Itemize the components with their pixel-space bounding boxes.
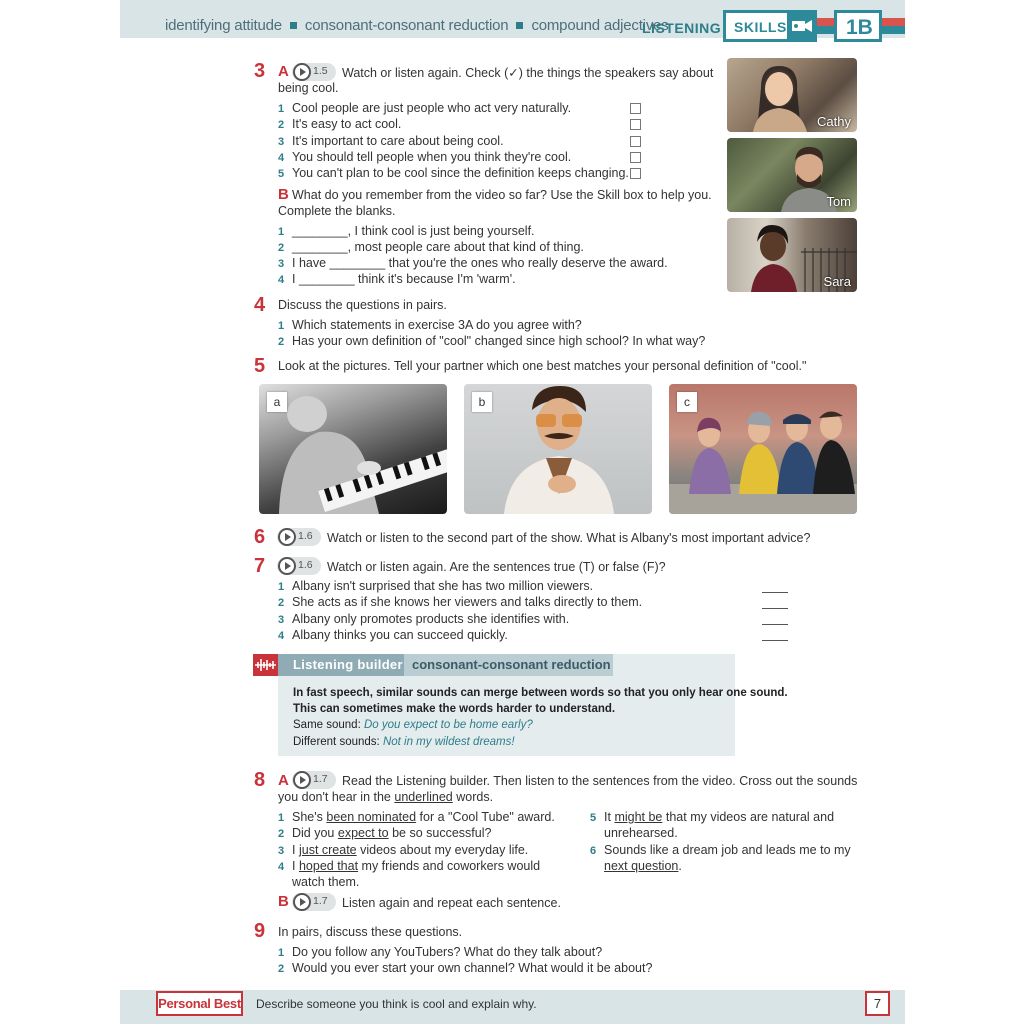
piano-illustration [259, 384, 447, 514]
part-letter: B [278, 186, 289, 203]
unit-badge: 1B [834, 10, 882, 42]
gap-sentence[interactable]: ________, I think cool is just being yourself. [292, 224, 535, 238]
skills-badge: SKILLS [723, 10, 817, 42]
answer-line[interactable] [762, 624, 788, 625]
statement: It's easy to act cool. [292, 117, 402, 131]
audio-button[interactable]: 1.7 [292, 893, 336, 911]
speaker-name: Cathy [817, 114, 851, 129]
gap-sentence[interactable]: ________, most people care about that kind of thing. [292, 240, 584, 254]
audio-button[interactable]: 1.7 [292, 771, 336, 789]
exercise-number: 8 [254, 769, 266, 791]
item-number: 4 [278, 152, 285, 164]
exercise-number: 6 [254, 526, 266, 548]
header-topics [165, 17, 669, 34]
sentence[interactable]: She's been nominated for a "Cool Tube" award. [292, 810, 555, 824]
sentence[interactable]: Did you expect to be so successful? [292, 826, 492, 840]
exercise-number: 9 [254, 920, 266, 942]
part-letter: A [278, 63, 289, 80]
audio-button[interactable]: 1.5 [292, 63, 336, 81]
sentence[interactable]: I just create videos about my everyday life. [292, 843, 529, 857]
audio-button[interactable]: 1.6 [277, 528, 321, 546]
item-number: 2 [278, 242, 285, 254]
square-bullet-icon [516, 22, 523, 29]
play-icon [293, 771, 311, 789]
item-number: 2 [278, 597, 285, 609]
soundwave-icon [253, 654, 278, 676]
picture-b [464, 384, 652, 514]
instruction: being cool. [278, 81, 339, 95]
section-label: LISTENING [642, 20, 722, 36]
exercise-number: 7 [254, 555, 266, 577]
statement: Cool people are just people who act very naturally. [292, 101, 572, 115]
personal-best-badge: Personal Best [156, 991, 243, 1016]
play-icon [293, 63, 311, 81]
item-number: 5 [590, 812, 597, 824]
item-number: 6 [590, 845, 597, 857]
instruction: Watch or listen to the second part of the show. What is Albany's most important advice? [327, 531, 811, 545]
item-number: 1 [278, 226, 285, 238]
exercise-number: 3 [254, 60, 266, 82]
builder-text: This can sometimes make the words harder to understand. [293, 703, 616, 715]
listening-builder-title: Listening builder [278, 654, 404, 676]
builder-text: In fast speech, similar sounds can merge between words so that you only hear one sound. [293, 687, 788, 699]
checkbox[interactable] [630, 152, 641, 163]
instruction: Discuss the questions in pairs. [278, 298, 447, 312]
item-number: 1 [278, 812, 285, 824]
listening-builder-subtitle: consonant-consonant reduction [412, 657, 611, 672]
part-letter: A [278, 772, 289, 789]
builder-example: Different sounds: Not in my wildest dreams! [293, 736, 515, 748]
speaker-photo-sara [727, 218, 857, 292]
item-number: 2 [278, 119, 285, 131]
sentence-continuation: watch them. [292, 875, 360, 889]
builder-example: Same sound: Do you expect to be home early? [293, 719, 533, 731]
speaker-photo-tom [727, 138, 857, 212]
question: Do you follow any YouTubers? What do they talk about? [292, 945, 603, 959]
sentence-continuation: unrehearsed. [604, 826, 678, 840]
item-number: 2 [278, 963, 285, 975]
answer-line[interactable] [762, 640, 788, 641]
speaker-name: Tom [826, 194, 851, 209]
square-bullet-icon [290, 22, 297, 29]
item-number: 3 [278, 136, 285, 148]
play-icon [278, 557, 296, 575]
instruction: Watch or listen again. Are the sentences true (T) or false (F)? [327, 560, 666, 574]
instruction: What do you remember from the video so far? Use the Skill box to help you. [292, 188, 712, 202]
item-number: 3 [278, 258, 285, 270]
checkbox[interactable] [630, 103, 641, 114]
statement: Albany thinks you can succeed quickly. [292, 628, 508, 642]
page-number: 7 [865, 991, 890, 1016]
picture-label: c [677, 392, 697, 412]
topic-3: compound adjectives [531, 17, 669, 34]
exercise-number: 4 [254, 294, 266, 316]
instruction: Read the Listening builder. Then listen to the sentences from the video. Cross out the sounds [342, 774, 858, 788]
item-number: 4 [278, 274, 285, 286]
topic-1: identifying attitude [165, 17, 282, 34]
statement: She acts as if she knows her viewers and talks directly to them. [292, 595, 643, 609]
question: Would you ever start your own channel? What would it be about? [292, 961, 653, 975]
part-letter: B [278, 893, 289, 910]
picture-label: b [472, 392, 492, 412]
item-number: 5 [278, 168, 285, 180]
item-number: 3 [278, 845, 285, 857]
answer-line[interactable] [762, 608, 788, 609]
gap-sentence[interactable]: I ________ think it's because I'm 'warm'. [292, 272, 516, 286]
question: Which statements in exercise 3A do you agree with? [292, 318, 582, 332]
item-number: 1 [278, 320, 285, 332]
checkbox[interactable] [630, 119, 641, 130]
audio-button[interactable]: 1.6 [277, 557, 321, 575]
item-number: 4 [278, 630, 285, 642]
instruction: In pairs, discuss these questions. [278, 925, 463, 939]
item-number: 2 [278, 336, 285, 348]
instruction: Listen again and repeat each sentence. [342, 896, 561, 910]
instruction: Watch or listen again. Check (✓) the things the speakers say about [342, 66, 714, 80]
play-icon [293, 893, 311, 911]
instruction: you don't hear in the underlined words. [278, 790, 494, 804]
stripe-decoration [882, 18, 905, 34]
sentence-continuation[interactable]: next question. [604, 859, 682, 873]
speaker-photo-cathy [727, 58, 857, 132]
topic-2: consonant-consonant reduction [304, 17, 509, 34]
video-camera-icon [787, 12, 817, 40]
sentence[interactable]: Sounds like a dream job and leads me to my [604, 843, 851, 857]
instruction: Look at the pictures. Tell your partner which one best matches your personal definition of "cool." [278, 359, 807, 373]
statement: It's important to care about being cool. [292, 134, 504, 148]
exercise-number: 5 [254, 355, 266, 377]
person-illustration [464, 384, 652, 514]
gap-sentence[interactable]: I have ________ that you're the ones who really deserve the award. [292, 256, 668, 270]
item-number: 2 [278, 828, 285, 840]
picture-a [259, 384, 447, 514]
sentence[interactable]: I hoped that my friends and coworkers would [292, 859, 541, 873]
statement: You should tell people when you think they're cool. [292, 150, 572, 164]
speaker-name: Sara [823, 274, 851, 289]
item-number: 1 [278, 581, 285, 593]
item-number: 1 [278, 947, 285, 959]
item-number: 1 [278, 103, 285, 115]
play-icon [278, 528, 296, 546]
instruction: Complete the blanks. [278, 204, 396, 218]
statement: Albany only promotes products she identifies with. [292, 612, 570, 626]
question: Has your own definition of "cool" changed since high school? In what way? [292, 334, 706, 348]
picture-c [669, 384, 857, 514]
answer-line[interactable] [762, 592, 788, 593]
picture-label: a [267, 392, 287, 412]
checkbox[interactable] [630, 168, 641, 179]
item-number: 3 [278, 614, 285, 626]
stripe-decoration [817, 18, 835, 34]
item-number: 4 [278, 861, 285, 873]
group-illustration [669, 384, 857, 514]
footer-task: Describe someone you think is cool and explain why. [256, 997, 537, 1011]
sentence[interactable]: It might be that my videos are natural and [604, 810, 835, 824]
checkbox[interactable] [630, 136, 641, 147]
statement: Albany isn't surprised that she has two million viewers. [292, 579, 594, 593]
statement: You can't plan to be cool since the definition keeps changing. [292, 166, 629, 180]
